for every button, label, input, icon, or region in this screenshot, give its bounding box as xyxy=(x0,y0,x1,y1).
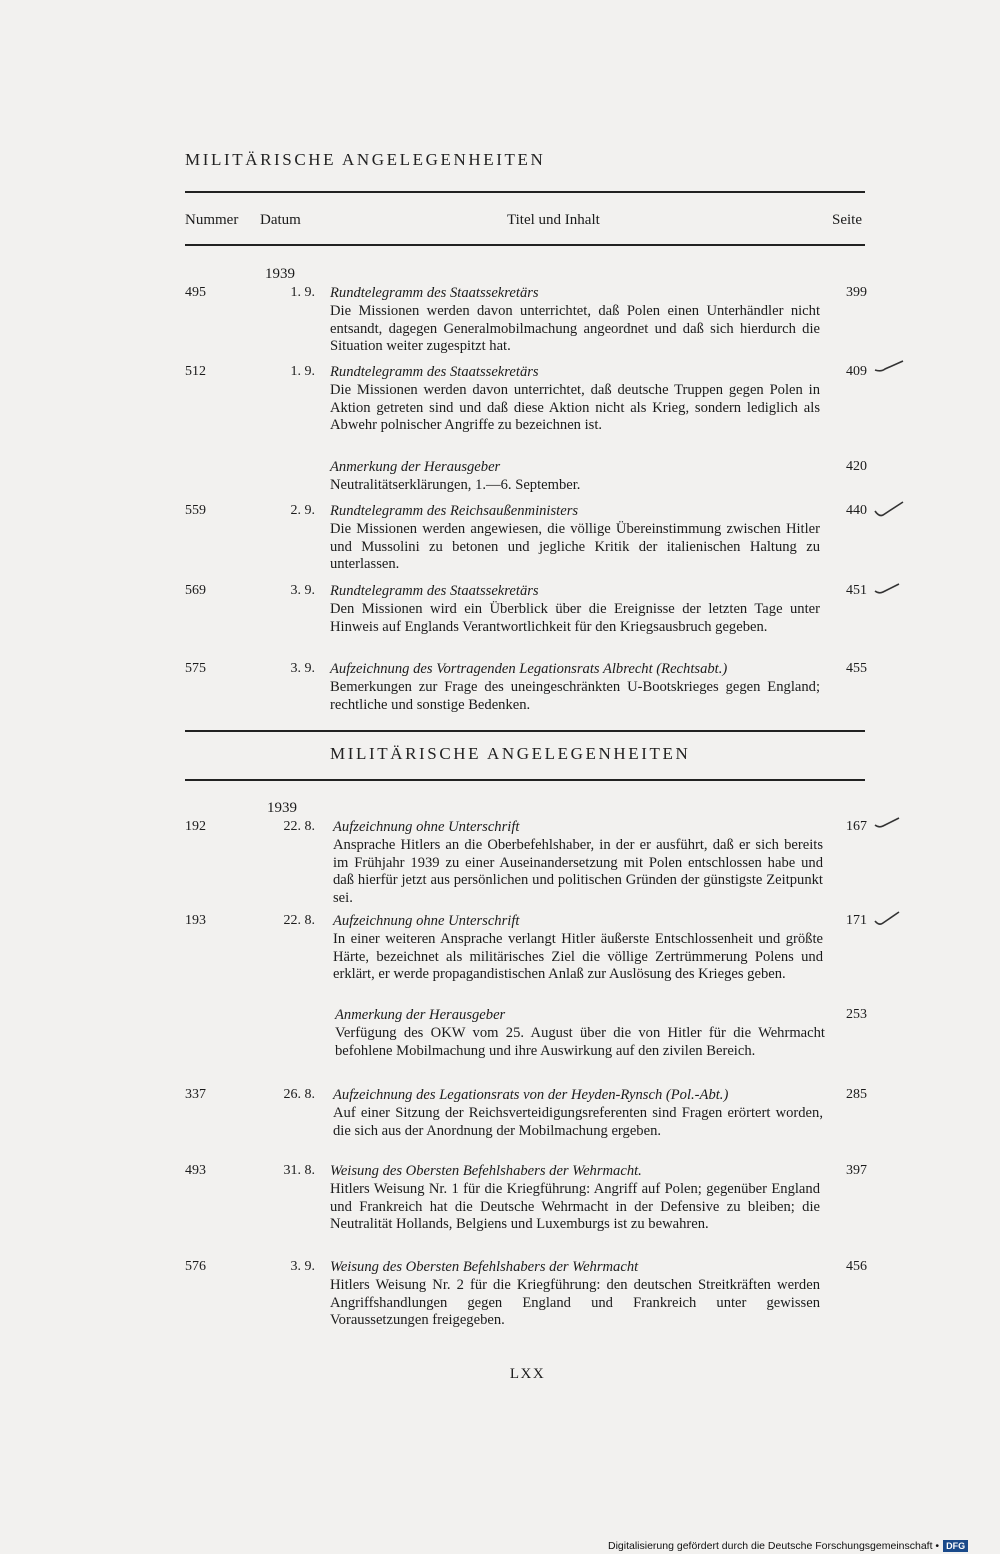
entry-summary: Die Missionen werden angewiesen, die völlige Übereinstimmung zwischen Hitler und Mussolini zu betonen und jegliche Kritik der italienischen Haltung zu unterlassen. xyxy=(330,520,820,573)
entry-body xyxy=(335,1007,825,1060)
dfg-logo: DFG xyxy=(943,1540,968,1552)
entry-number: 575 xyxy=(185,661,206,676)
entry-summary: Den Missionen wird ein Überblick über die Ereignisse der letzten Tage unter Hinweis auf Englands Verantwortlichkeit für den Kriegsausbruch gegeben. xyxy=(330,600,820,635)
entry-date: 22. 8. xyxy=(283,913,315,928)
rule-header-1 xyxy=(185,244,865,246)
entry-body xyxy=(330,661,820,714)
entry-date: 1. 9. xyxy=(290,364,315,379)
entry-number: 576 xyxy=(185,1259,206,1274)
section-title-1: MILITÄRISCHE ANGELEGENHEITEN xyxy=(185,150,546,169)
entry-number: 569 xyxy=(185,583,206,598)
entry-summary: Bemerkungen zur Frage des uneingeschränkten U-Bootskrieges gegen England; rechtliche und sonstige Bedenken. xyxy=(330,678,820,713)
entry-title: Aufzeichnung des Legationsrats von der Heyden-Rynsch (Pol.-Abt.) xyxy=(333,1087,729,1103)
entry-body xyxy=(330,459,820,495)
entry-page: 399 xyxy=(846,285,867,300)
column-header-page: Seite xyxy=(832,212,862,228)
entry-number: 512 xyxy=(185,364,206,379)
entry-title: Rundtelegramm des Reichsaußenministers xyxy=(330,503,579,519)
entry-number: 559 xyxy=(185,503,206,518)
entry-date: 31. 8. xyxy=(283,1163,315,1178)
column-header-title: Titel und Inhalt xyxy=(507,212,600,228)
entry-number: 337 xyxy=(185,1087,206,1102)
entry-body xyxy=(330,503,820,574)
entry-summary: Auf einer Sitzung der Reichsverteidigungsreferenten sind Fragen erörtert worden, die sich aus der Anordnung der Mobilmachung ergeben. xyxy=(333,1104,823,1139)
entry-summary: Ansprache Hitlers an die Oberbefehlshaber, in der er ausführt, daß er sich bereits im Frühjahr 1939 zu einer Auseinandersetzung mit Polen entschlossen habe und daß hierfür jetzt aus persönlichen und politischen Gründen der günstigste Zeitpunkt sei. xyxy=(333,836,823,907)
entry-number: 192 xyxy=(185,819,206,834)
entry-title: Aufzeichnung des Vortragenden Legationsrats Albrecht (Rechtsabt.) xyxy=(330,661,728,677)
entry-page: 253 xyxy=(846,1007,867,1022)
entry-page: 397 xyxy=(846,1163,867,1178)
rule-top-1 xyxy=(185,191,865,193)
entry-number: 193 xyxy=(185,913,206,928)
entry-summary: Die Missionen werden davon unterrichtet, daß Polen einen Unterhändler nicht entsandt, dagegen Generalmobilmachung angeordnet und daß sich hierdurch die Situation weiter zugespitzt hat. xyxy=(330,302,820,355)
entry-body xyxy=(330,285,820,356)
entry-summary: Die Missionen werden davon unterrichtet, daß deutsche Truppen gegen Polen in Aktion getreten sind und daß diese Aktion nicht als Krieg, sondern lediglich als Abwehr polnischer Angriffe zu bezeichnen ist. xyxy=(330,381,820,434)
entry-title: Anmerkung der Herausgeber xyxy=(335,1007,506,1023)
entry-body xyxy=(330,583,820,636)
rule-top-2 xyxy=(185,779,865,781)
year-label-2: 1939 xyxy=(267,800,297,816)
entry-date: 3. 9. xyxy=(290,583,315,598)
entry-body xyxy=(330,364,820,435)
entry-body xyxy=(330,1163,820,1234)
entry-page: 409 xyxy=(846,364,867,379)
entry-summary: Hitlers Weisung Nr. 1 für die Kriegführung: Angriff auf Polen; gegenüber England und Frankreich hat die Deutsche Wehrmacht in der Defensive zu bleiben; die Neutralität Hollands, Belgiens und Luxemburgs ist zu bewahren. xyxy=(330,1180,820,1233)
dfg-footer xyxy=(608,1540,968,1552)
entry-body xyxy=(333,913,823,984)
entry-date: 2. 9. xyxy=(290,503,315,518)
entry-title: Aufzeichnung ohne Unterschrift xyxy=(333,819,520,835)
year-label-1: 1939 xyxy=(265,266,295,282)
handwritten-check-icon xyxy=(873,360,907,376)
handwritten-check-icon xyxy=(873,817,903,831)
entry-body xyxy=(333,1087,823,1140)
entry-title: Aufzeichnung ohne Unterschrift xyxy=(333,913,520,929)
entry-summary: Verfügung des OKW vom 25. August über die von Hitler für die Wehrmacht befohlene Mobilmachung und ihre Auswirkung auf den zivilen Bereich. xyxy=(335,1024,825,1059)
handwritten-check-icon xyxy=(873,911,903,929)
entry-page: 456 xyxy=(846,1259,867,1274)
entry-page: 285 xyxy=(846,1087,867,1102)
column-header-date: Datum xyxy=(260,212,301,228)
handwritten-check-icon xyxy=(873,583,903,597)
entry-date: 1. 9. xyxy=(290,285,315,300)
entry-summary: Neutralitätserklärungen, 1.—6. September. xyxy=(330,476,581,493)
footer-text: Digitalisierung gefördert durch die Deutsche Forschungsgemeinschaft • xyxy=(608,1540,940,1552)
entry-date: 22. 8. xyxy=(283,819,315,834)
page-folio: LXX xyxy=(509,1366,546,1382)
entry-page: 451 xyxy=(846,583,867,598)
column-header-number: Nummer xyxy=(185,212,239,228)
entry-date: 26. 8. xyxy=(283,1087,315,1102)
entry-title: Weisung des Obersten Befehlshabers der Wehrmacht xyxy=(330,1259,639,1275)
section-title-2: MILITÄRISCHE ANGELEGENHEITEN xyxy=(330,744,691,763)
entry-date: 3. 9. xyxy=(290,1259,315,1274)
entry-title: Anmerkung der Herausgeber xyxy=(330,459,501,475)
entry-page: 167 xyxy=(846,819,867,834)
entry-number: 495 xyxy=(185,285,206,300)
entry-body xyxy=(333,819,823,908)
entry-title: Weisung des Obersten Befehlshabers der Wehrmacht. xyxy=(330,1163,642,1179)
handwritten-check-icon xyxy=(873,501,907,521)
entry-body xyxy=(330,1259,820,1330)
entry-title: Rundtelegramm des Staatssekretärs xyxy=(330,364,539,380)
entry-title: Rundtelegramm des Staatssekretärs xyxy=(330,285,539,301)
entry-page: 440 xyxy=(846,503,867,518)
entry-title: Rundtelegramm des Staatssekretärs xyxy=(330,583,539,599)
entry-page: 420 xyxy=(846,459,867,474)
entry-summary: Hitlers Weisung Nr. 2 für die Kriegführung: den deutschen Streitkräften werden Angriffshandlungen gegen England und Frankreich unter gewissen Voraussetzungen freigegeben. xyxy=(330,1276,820,1329)
entry-date: 3. 9. xyxy=(290,661,315,676)
entry-number: 493 xyxy=(185,1163,206,1178)
entry-page: 171 xyxy=(846,913,867,928)
entry-summary: In einer weiteren Ansprache verlangt Hitler äußerste Entschlossenheit und größte Härte, bezeichnet als militärisches Ziel die völlige Zertrümmerung Polens und erklärt, er werde propagandistischen Anlaß zur Auslösung des Krieges geben. xyxy=(333,930,823,983)
entry-page: 455 xyxy=(846,661,867,676)
rule-bottom-1 xyxy=(185,730,865,732)
